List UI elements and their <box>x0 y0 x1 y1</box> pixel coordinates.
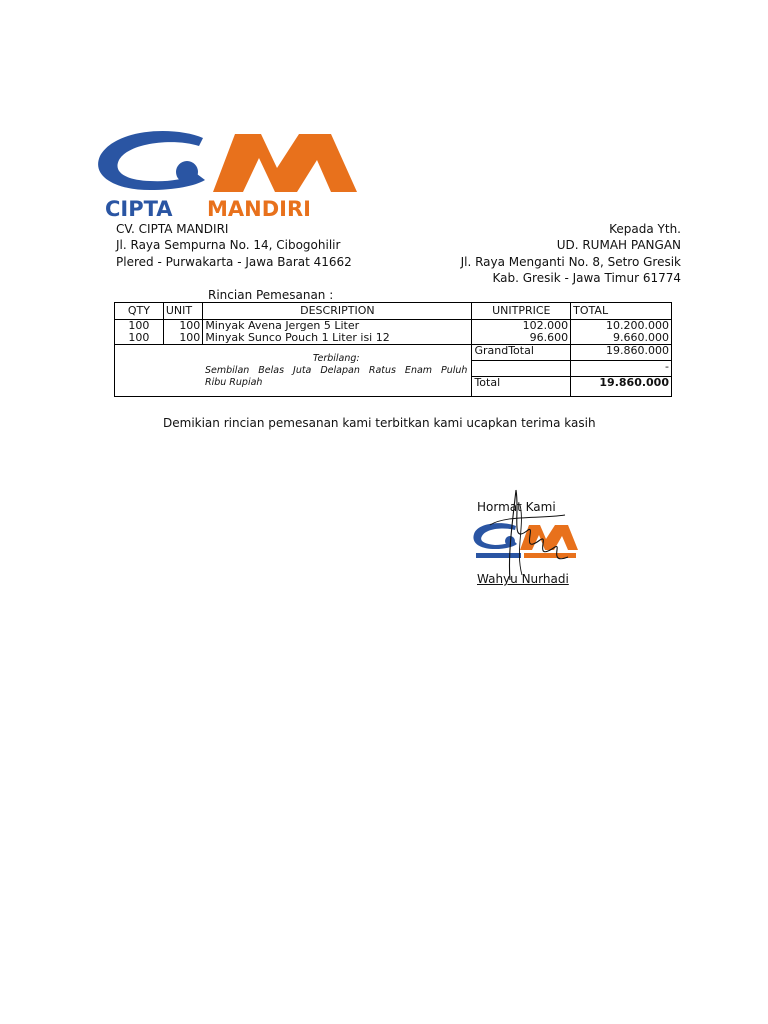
company-logo <box>95 128 365 220</box>
sender-block <box>116 221 352 270</box>
row1-total: 10.200.000 <box>606 319 669 332</box>
mid-value: - <box>571 361 672 377</box>
logo-text-mandiri: MANDIRI <box>207 197 311 220</box>
items-qty-cell <box>115 320 164 345</box>
sender-address1: Jl. Raya Sempurna No. 14, Cibogohilir <box>116 238 341 253</box>
sender-address2: Plered - Purwakarta - Jawa Barat 41662 <box>116 254 352 269</box>
signature-greeting: Hormat Kami <box>477 500 556 514</box>
row1-qty: 100 <box>128 319 150 332</box>
row1-unitprice: 102.000 <box>522 319 569 332</box>
recipient-greeting: Kepada Yth. <box>609 222 681 236</box>
items-unit-cell <box>163 320 202 345</box>
handwritten-signature <box>470 485 580 585</box>
grandtotal-value: 19.860.000 <box>571 345 672 361</box>
row2-qty: 100 <box>128 331 150 344</box>
table-header-row <box>115 303 672 320</box>
header-description: DESCRIPTION <box>203 303 472 320</box>
terbilang-line1: Sembilan Belas Juta Delapan Ratus Enam Puluh <box>205 364 468 376</box>
logo-m-shape <box>213 134 357 192</box>
total-label: Total <box>472 377 571 397</box>
logo-dot <box>176 161 198 183</box>
items-unitprice-cell <box>472 320 571 345</box>
terbilang-cell <box>115 345 472 397</box>
row1-description: Minyak Avena Jergen 5 Liter <box>205 319 360 332</box>
header-qty: QTY <box>115 303 164 320</box>
signature-name: Wahyu Nurhadi <box>477 572 569 586</box>
terbilang-label: Terbilang: <box>312 352 360 364</box>
order-table <box>114 302 672 397</box>
recipient-address1: Jl. Raya Menganti No. 8, Setro Gresik <box>460 254 681 269</box>
header-unitprice: UNITPRICE <box>472 303 571 320</box>
row2-unitprice: 96.600 <box>529 331 569 344</box>
grandtotal-row <box>115 345 672 361</box>
total-value: 19.860.000 <box>571 377 672 397</box>
items-description-cell <box>203 320 472 345</box>
row2-unit: 100 <box>179 331 201 344</box>
grandtotal-label: GrandTotal <box>472 345 571 361</box>
row2-total: 9.660.000 <box>613 331 669 344</box>
items-total-cell <box>571 320 672 345</box>
row1-unit: 100 <box>179 319 201 332</box>
mid-label-cell <box>472 361 571 377</box>
closing-text: Demikian rincian pemesanan kami terbitkan kami ucapkan terima kasih <box>163 416 596 430</box>
table-row <box>115 320 672 345</box>
header-unit: UNIT <box>163 303 202 320</box>
header-total: TOTAL <box>571 303 672 320</box>
recipient-block <box>461 221 681 286</box>
sender-name: CV. CIPTA MANDIRI <box>116 222 229 236</box>
order-title: Rincian Pemesanan : <box>208 288 334 302</box>
row2-description: Minyak Sunco Pouch 1 Liter isi 12 <box>205 331 390 344</box>
logo-text-cipta: CIPTA <box>105 197 173 220</box>
recipient-address2: Kab. Gresik - Jawa Timur 61774 <box>492 270 681 285</box>
recipient-name: UD. RUMAH PANGAN <box>556 238 681 253</box>
terbilang-line2: Ribu Rupiah <box>205 376 263 388</box>
